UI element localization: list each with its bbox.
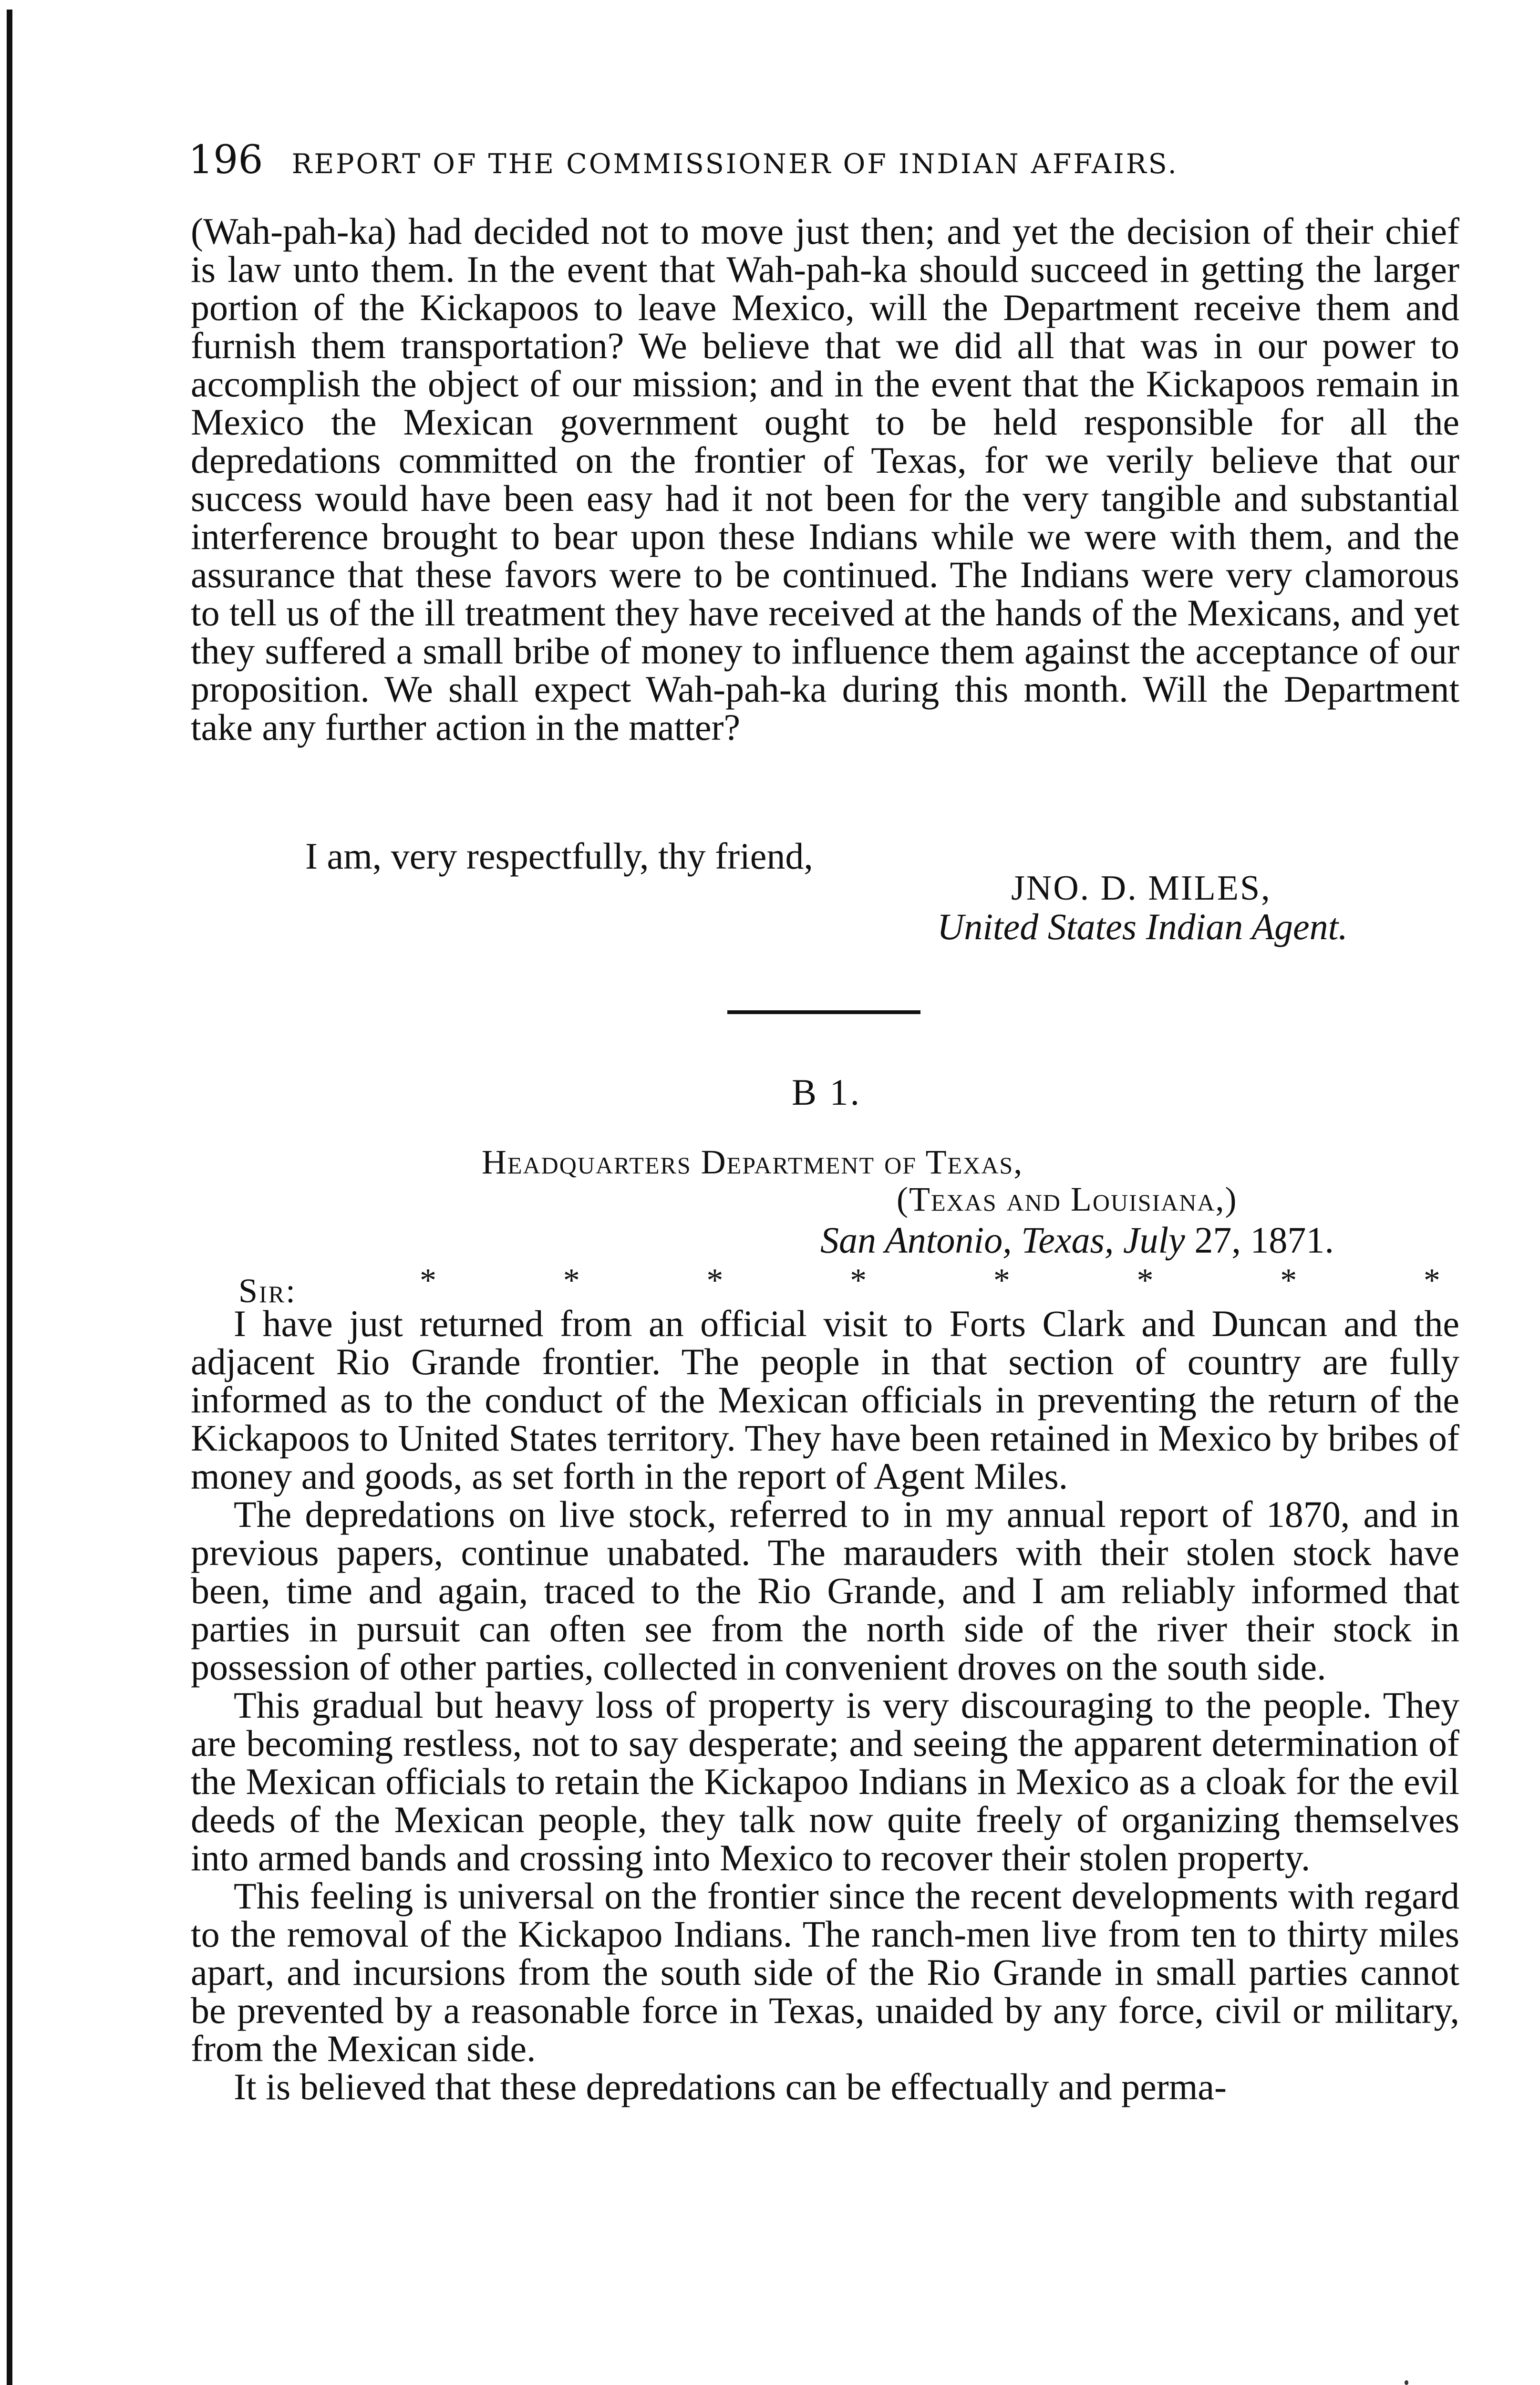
asterisk: * [1423,1262,1440,1299]
paragraph: (Wah-pah-ka) had decided not to move just then; and yet the decision of their chief is law unto them. In the event that Wah-pah-ka should succeed in getting the larger portion of the Kickapoos to leave Mexico, will the Department receive them and furnish them transportation? We believe that we did all that was in our power to accomplish the object of our mission; and in the event that the Kickapoos remain in Mexico the Mexican government ought to be held responsible for all the depredations committed on the frontier of Texas, for we verily believe that our success would have been easy had it not been for the very tangible and substantial interference brought to bear upon these Indians while we were with them, and the assurance that these favors were to be continued. The Indians were very clamorous to tell us of the ill treatment they have received at the hands of the Mexicans, and yet they suffered a small bribe of money to influence them against the acceptance of our proposition. We shall expect Wah-pah-ka during this month. Will the Department take any further action in the matter? [191,210,1459,748]
scan-speck [1405,2380,1408,2385]
ellipsis-asterisks [420,1262,1440,1300]
scan-border-left [7,10,12,2385]
running-head: REPORT OF THE COMMISSIONER OF INDIAN AFFAIRS. [291,148,1178,180]
section-id: B 1. [792,1071,862,1113]
paragraph: It is believed that these depredations can be effectually and perma- [234,2066,1227,2107]
salutation: Sir: [238,1272,297,1310]
asterisk: * [563,1262,580,1299]
asterisk: * [993,1262,1010,1299]
asterisk: * [850,1262,867,1299]
asterisk: * [420,1262,436,1299]
paragraph: This feeling is universal on the frontier since the recent developments with regard to the removal of the Kickapoo Indians. The ranch-men live from ten to thirty miles apart, and incursions from the south side of the Rio Grande in small parties cannot be prevented by a reasonable force in Texas, unaided by any force, civil or military, from the Mexican side. [191,1875,1459,2069]
letter-closing: I am, very respectfully, thy friend, [305,835,813,877]
paragraph: The depredations on live stock, referred to in my annual report of 1870, and in previous papers, continue unabated. The marauders with their stolen stock have been, time and again, traced to the Rio Grande, and I am reliably informed that parties in pursuit can often see from the north side of the river their stock in possession of other parties, collected in convenient droves on the south side. [191,1493,1459,1688]
dateline [820,1219,1334,1262]
letter-body [191,1305,1459,2106]
paragraph: This gradual but heavy loss of property is very discouraging to the people. They are becoming restless, not to say desperate; and seeing the apparent determination of the Mexican officials to retain the Kickapoo Indians in Mexico as a cloak for the evil deeds of the Mexican people, they talk now quite freely of organizing themselves into armed bands and crossing into Mexico to recover their stolen property. [191,1684,1459,1878]
page-number: 196 [188,137,263,183]
continued-paragraph [191,212,1459,747]
signature-name: JNO. D. MILES, [1011,869,1271,908]
heading-line-1: Headquarters Department of Texas, [482,1143,1023,1181]
dateline-place: San Antonio, Texas, July [820,1219,1185,1261]
dateline-date: 27, 1871. [1185,1219,1334,1261]
asterisk: * [706,1262,723,1299]
page-header [188,137,1357,183]
heading-line-2: (Texas and Louisiana,) [897,1180,1238,1218]
signature-title: United States Indian Agent. [937,906,1348,947]
section-divider [727,1010,920,1014]
asterisk: * [1280,1262,1297,1299]
paragraph: I have just returned from an official visit to Forts Clark and Duncan and the adjacent Rio Grande frontier. The people in that section of country are fully informed as to the conduct of the Mexican officials in preventing the return of the Kickapoos to United States territory. They have been retained in Mexico by bribes of money and goods, as set forth in the report of Agent Miles. [191,1303,1459,1497]
asterisk: * [1137,1262,1154,1299]
